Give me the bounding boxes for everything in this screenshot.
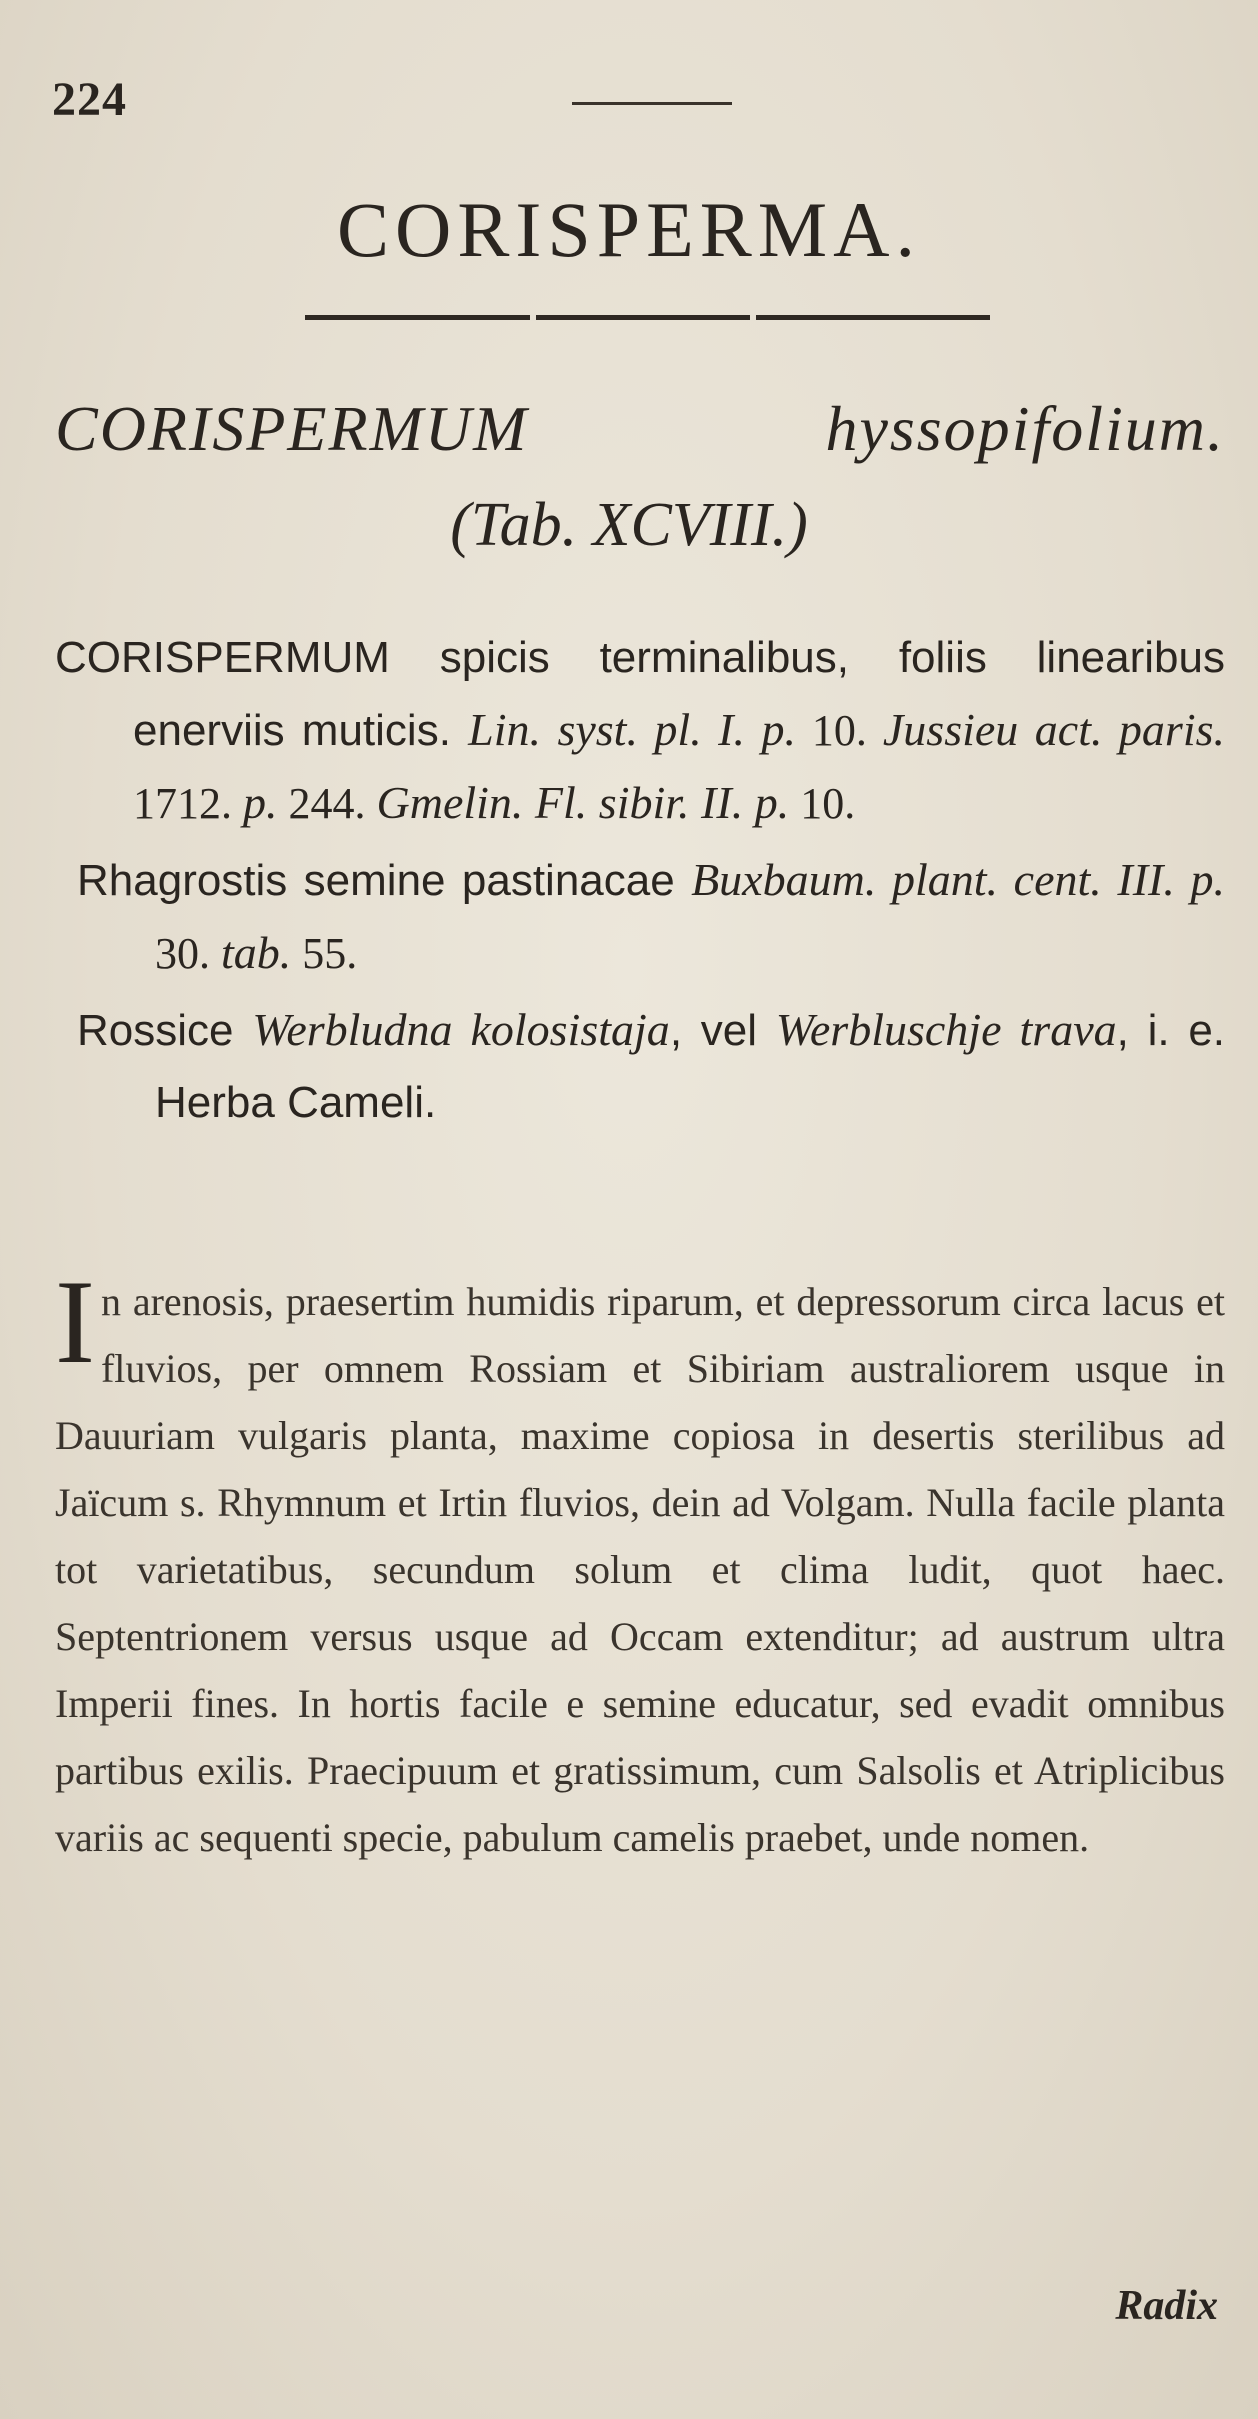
citation-number: 1712. xyxy=(133,779,243,828)
species-name: CORISPERMUM hyssopifolium. xyxy=(55,393,1225,464)
citation-number: 30. xyxy=(155,929,221,978)
citation: Gmelin. Fl. sibir. II. p. xyxy=(376,777,790,828)
header-rule xyxy=(572,102,732,105)
citation-number: 55. xyxy=(291,929,358,978)
vernacular-name: Werbluschje trava xyxy=(775,1004,1117,1055)
citation: Buxbaum. plant. cent. III. p. xyxy=(691,854,1225,905)
synonym-entry xyxy=(55,622,1225,840)
vernacular-name: Werbludna kolosistaja xyxy=(252,1004,670,1055)
synonym-text: Rossice xyxy=(77,1006,253,1055)
description-paragraph xyxy=(55,1255,1225,1871)
synonym-genus: CORISPERMUM xyxy=(55,633,390,682)
citation-number: 10. xyxy=(789,779,856,828)
citation: Lin. syst. pl. I. p. xyxy=(468,704,796,755)
description-text: n arenosis, praesertim humidis riparum, et depressorum circa lacus et fluvios, per omnem Rossiam et Sibiriam australiorem usque in Dauuriam vulgaris planta, maxime copiosa in desertis sterilibus ad Jaïcum s. Rhymnum et Irtin fluvios, dein ad Volgam. Nulla facile planta tot varietatibus, secundum solum et clima ludit, quot haec. Septentrionem versus usque ad Occam extenditur; ad austrum ultra Imperii fines. In hortis facile e semine educatur, sed evadit omnibus partibus exilis. Praecipuum et gratissimum, cum Salsolis et Atriplicibus variis ac sequenti specie, pabulum camelis praebet, unde nomen. xyxy=(55,1279,1225,1860)
synonym-text: , i. e. Herba Cameli. xyxy=(155,1006,1226,1127)
synonym-text: , vel xyxy=(669,1006,776,1055)
catchword: Radix xyxy=(1115,2283,1218,2329)
synonym-entry xyxy=(55,994,1225,1139)
citation-number: 244. xyxy=(277,779,377,828)
synonym-text: Rhagrostis semine pastinacae xyxy=(77,856,692,905)
plate-reference: (Tab. XCVIII.) xyxy=(450,491,808,559)
citation-number: 10. xyxy=(795,706,883,755)
citation: Jussieu act. paris. xyxy=(882,704,1226,755)
synonymy-block xyxy=(55,622,1225,1143)
divider-gap xyxy=(530,314,536,321)
page-number: 224 xyxy=(52,73,127,126)
synonym-text: spicis terminalibus, foliis linearibus enerviis muticis. xyxy=(133,633,1225,755)
divider-gap xyxy=(750,314,756,321)
section-title: CORISPERMA. xyxy=(337,186,921,273)
synonym-entry xyxy=(55,844,1225,990)
citation: tab. xyxy=(221,927,292,978)
drop-cap: I xyxy=(55,1255,95,1388)
citation: p. xyxy=(243,777,278,828)
title-divider xyxy=(305,315,990,320)
